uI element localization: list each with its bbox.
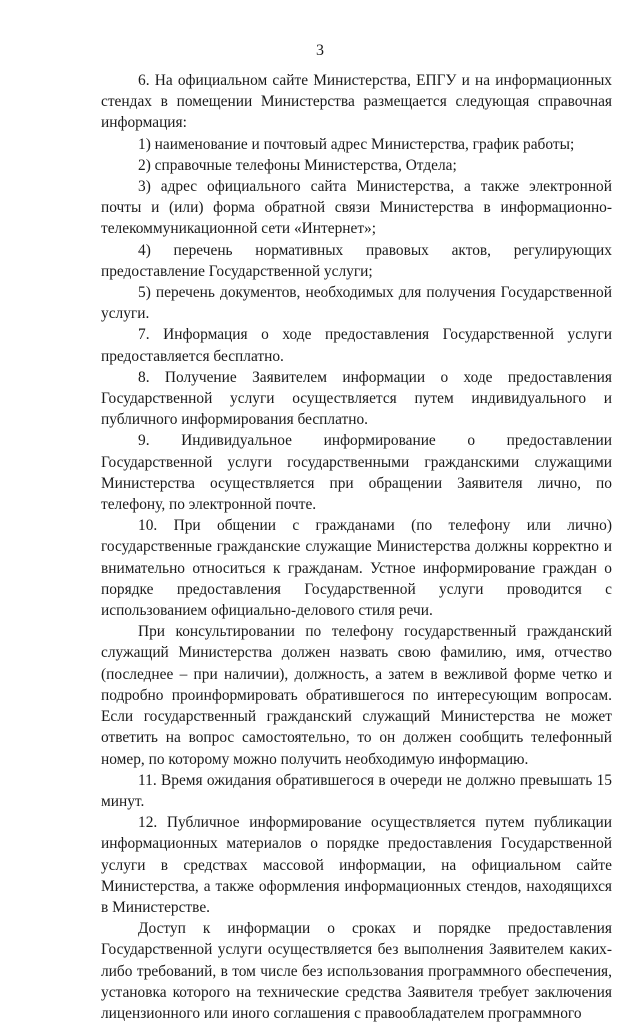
paragraph-10: 10. При общении с гражданами (по телефону или лично) государственные гражданские служащие Министерства должны корректно и внимательно относиться к гражданам. Устное информирование граждан о порядке предоставления Государственной услуги проводится с использованием официально-делового стиля речи. [101, 517, 612, 620]
list-item-5: 5) перечень документов, необходимых для получения Государственной услуги. [101, 284, 612, 323]
list-item-2: 2) справочные телефоны Министерства, Отдела; [138, 156, 457, 174]
paragraph-12: 12. Публичное информирование осуществляется путем публикации информационных материалов о порядке предоставления Государственной услуги в средствах массовой информации, на официальном сайте Министерства, а также оформления информационных стендов, находящихся в Министерстве. [101, 814, 612, 916]
paragraph-8: 8. Получение Заявителем информации о ходе предоставления Государственной услуги осуществляется путем индивидуального и публичного информирования бесплатно. [101, 368, 612, 429]
paragraph-access: Доступ к информации о сроках и порядке предоставления Государственной услуги осуществляется без выполнения Заявителем каких-либо требований, в том числе без использования программного обеспечения, установка которого на технические средства Заявителя требует заключения лицензионного или иного соглашения с правообладателем программного [101, 920, 612, 1022]
paragraph-9: 9. Индивидуальное информирование о предоставлении Государственной услуги государственными гражданскими служащими Министерства осуществляется при обращении Заявителя лично, по телефону, по электронной почте. [101, 432, 612, 514]
paragraph-6: 6. На официальном сайте Министерства, ЕПГУ и на информационных стендах в помещении Министерства размещается следующая справочная информация: [101, 72, 612, 132]
document-body [101, 70, 612, 1024]
list-item-3: 3) адрес официального сайта Министерства, а также электронной почты и (или) форма обратной связи Министерства в информационно-телекоммуникационной сети «Интернет»; [101, 178, 612, 238]
list-item-4: 4) перечень нормативных правовых актов, регулирующих предоставление Государственной услуги; [101, 241, 612, 280]
paragraph-consulting: При консультировании по телефону государственный гражданский служащий Министерства должен назвать свою фамилию, имя, отчество (последнее – при наличии), должность, а затем в вежливой форме четко и подробно проинформировать обратившегося по интересующим вопросам. Если государственный гражданский служащий Министерства не может ответить на вопрос самостоятельно, то он должен сообщить телефонный номер, по которому можно получить необходимую информацию. [101, 623, 612, 768]
page-number: 3 [316, 42, 324, 59]
paragraph-7: 7. Информация о ходе предоставления Государственной услуги предоставляется бесплатно. [101, 326, 612, 365]
list-item-1: 1) наименование и почтовый адрес Министерства, график работы; [138, 135, 575, 153]
paragraph-11: 11. Время ожидания обратившегося в очереди не должно превышать 15 минут. [101, 771, 612, 810]
